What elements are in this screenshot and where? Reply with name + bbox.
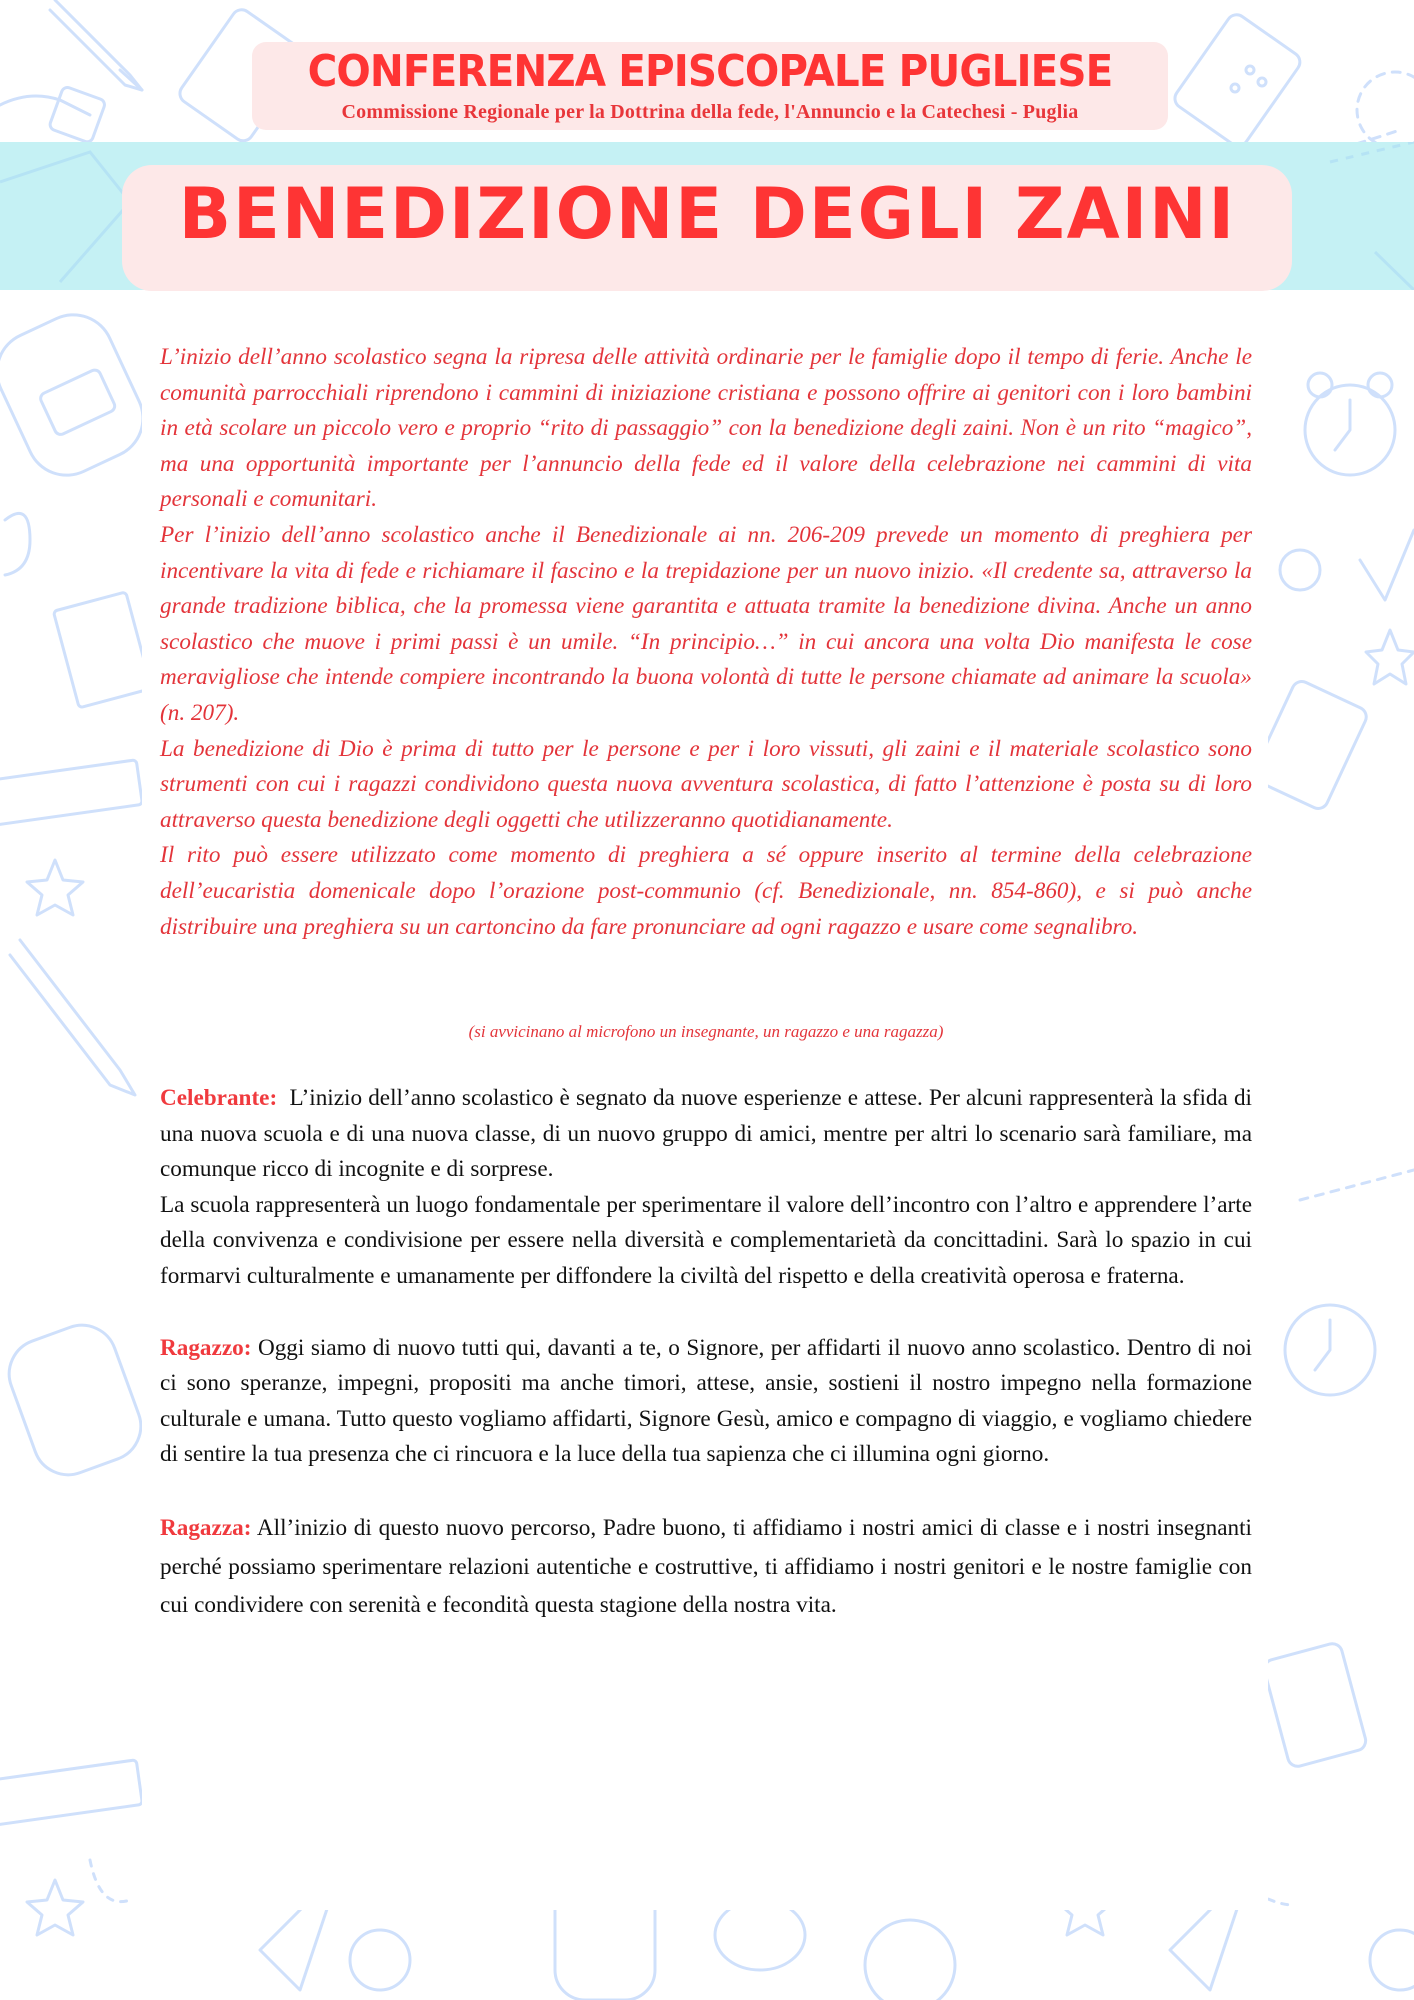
speech-text: L’inizio dell’anno scolastico è segnato da nuove esperienze e attese. Per alcuni rappresenterà la sfida di una nuova scuola e di una nuova classe, di un nuovo gruppo di amici, mentre per altri lo scenario sarà familiare, ma comunque ricco di incognite e di sorprese.	[160, 1085, 1252, 1183]
header	[252, 42, 1168, 130]
speaker-label: Celebrante:	[160, 1085, 278, 1112]
org-subtitle: Commissione Regionale per la Dottrina della fede, l'Annuncio e la Catechesi - Puglia	[341, 101, 1079, 123]
ruler-icon	[0, 760, 142, 825]
star-icon	[27, 860, 83, 915]
speech-ragazzo	[160, 1331, 1252, 1473]
glasses-icon	[350, 1930, 410, 1990]
page-title: BENEDIZIONE DEGLI ZAINI	[178, 173, 1236, 255]
tape-icon	[1280, 550, 1320, 590]
burger-icon	[715, 1900, 805, 1970]
backpack-icon	[0, 302, 156, 489]
dashed-circle-icon	[1357, 72, 1414, 148]
checkmark-icon	[1360, 530, 1414, 600]
star-icon	[1366, 630, 1414, 684]
alarm-clock-icon	[865, 1920, 955, 2000]
speech-text: All’inizio di questo nuovo percorso, Padre buono, ti affidiamo i nostri amici di classe e i nostri insegnanti perché possiamo sperimentare relazioni autentiche e costruttive, ti affidiamo i nostri genitori e le nostre famiglie con cui condividere con serenità e fecondità questa stagione della nostra vita.	[160, 1515, 1252, 1619]
speech-paragraph: La scuola rappresenterà un luogo fondamentale per sperimentare il valore dell’incontro con l’altro e apprendere l’arte della convivenza e condivisione per essere nella diversità e complementarietà da concittadini. Sarà lo spazio in cui formarvi culturalmente e umanamente per diffondere la civiltà del rispetto e della creatività operosa e fraterna.	[160, 1191, 1252, 1290]
speech-celebrante	[160, 1081, 1252, 1295]
speaker-label: Ragazzo:	[160, 1334, 252, 1361]
org-title: CONFERENZA EPISCOPALE PUGLIESE	[307, 46, 1113, 97]
stage-direction: (si avvicinano al microfono un insegnante, un ragazzo e una ragazza)	[468, 1022, 944, 1042]
speech-text: Oggi siamo di nuovo tutti qui, davanti a te, o Signore, per affidarti il nuovo anno scolastico. Dentro di noi ci sono speranze, impegni, propositi ma anche timori, attese, ansie, sostieni il nostro impegno nella formazione culturale e umana. Tutto questo vogliamo affidarti, Signore Gesù, amico e compagno di viaggio, e vogliamo chiedere di sentire la tua presenza che ci rincuora e la luce della tua sapienza che ci illumina ogni giorno.	[160, 1334, 1253, 1468]
intro-section	[160, 340, 1252, 945]
book-icon	[53, 592, 151, 708]
document-body	[160, 340, 1252, 1661]
backpack-icon	[0, 1315, 151, 1484]
speaker-label: Ragazza:	[160, 1515, 252, 1542]
pencil-icon	[10, 940, 135, 1095]
alarm-clock-icon	[1285, 373, 1395, 1395]
intro-paragraph: Per l’inizio dell’anno scolastico anche il Benedizionale ai nn. 206-209 prevede un momento di preghiera per incentivare la vita di fede e richiamare il fascino e la trepidazione per un nuovo inizio. «Il credente sa, attraverso la grande tradizione biblica, che la promessa viene garantita e attuata tramite la benedizione divina. Anche un anno scolastico che muove i primi passi è un umile. “In principio…” in cui ancora una volta Dio manifesta le cose meravigliose che intende compiere incontrando la buona volontà di tutte le persone chiamate ad animare la scuola» (n. 207).	[160, 521, 1252, 726]
backpack-icon	[0, 152, 130, 282]
intro-paragraph: L’inizio dell’anno scolastico segna la ripresa delle attività ordinarie per le famiglie dopo il tempo di ferie. Anche le comunità parrocchiali riprendono i cammini di iniziazione cristiana e possono offrire ai genitori con i loro bambini in età scolare un piccolo vero e proprio “rito di passaggio” con la benedizione degli zaini. Non è un rito “magico”, ma una opportunità importante per l’annuncio della fede ed il valore della celebrazione nei cammini di vita personali e comunitari.	[160, 344, 1252, 513]
intro-paragraph: Il rito può essere utilizzato come momento di preghiera a sé oppure inserito al termine della celebrazione dell’eucaristia domenicale dopo l’orazione post-communio (cf. Benedizionale, nn. 854-860), e si può anche distribuire una preghiera su un cartoncino da fare pronunciare ad ogni ragazzo e usare come segnalibro.	[160, 842, 1252, 940]
speech-ragazza	[160, 1509, 1252, 1625]
speech-paragraph	[160, 1509, 1252, 1625]
star-icon	[27, 1880, 83, 1935]
dialogue-section	[160, 1081, 1252, 1624]
title-box	[122, 165, 1292, 291]
calculator-icon	[1251, 678, 1370, 812]
calculator-icon	[1262, 1642, 1368, 1769]
speech-paragraph	[160, 1331, 1252, 1473]
backpack-icon	[0, 86, 106, 144]
pencil-icon	[50, 0, 142, 90]
speech-paragraph	[160, 1081, 1252, 1188]
apple-icon	[5, 513, 30, 575]
intro-paragraph: La benedizione di Dio è prima di tutto per le persone e per i loro vissuti, gli zaini e il materiale scolastico sono strumenti con cui i ragazzi condividono questa nuova avventura scolastica, di fatto l’attenzione è posta su di loro attraverso questa benedizione degli oggetti che utilizzeranno quotidianamente.	[160, 735, 1252, 833]
pen-icon	[1375, 252, 1414, 290]
ruler-icon	[0, 1760, 142, 1825]
